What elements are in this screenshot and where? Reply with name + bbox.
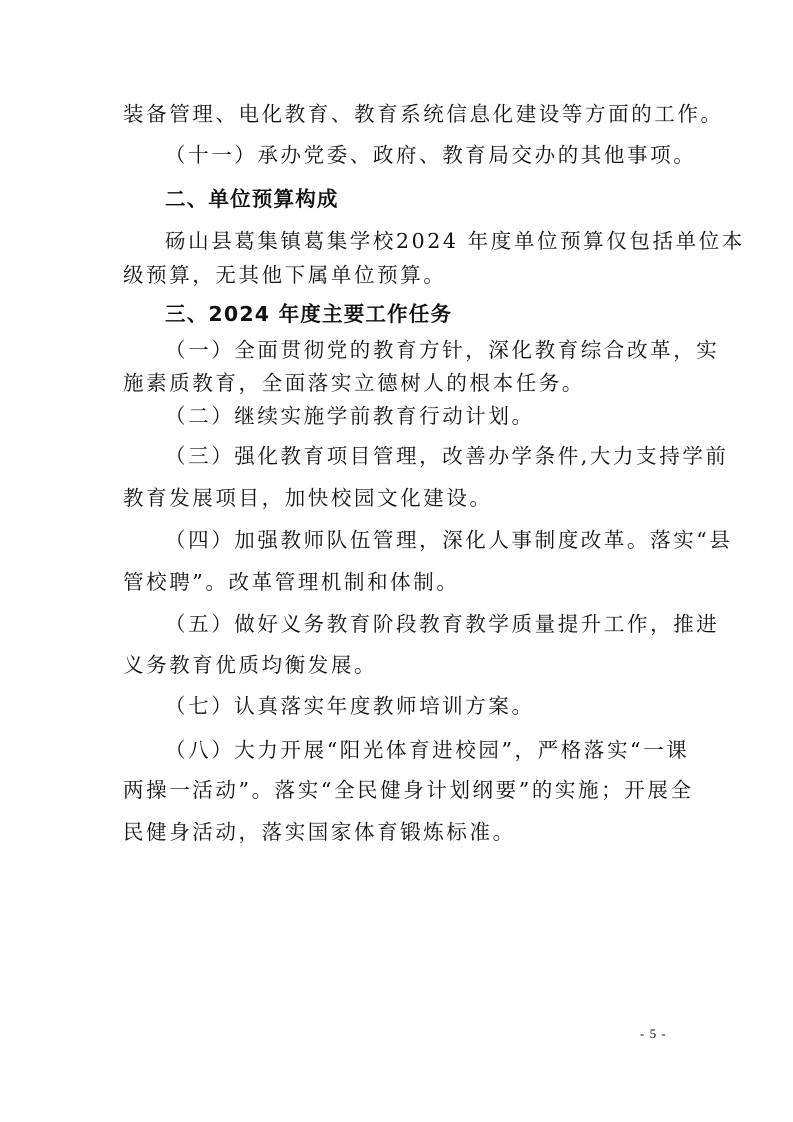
paragraph-line: 级预算，无其他下属单位预算。	[123, 263, 447, 287]
paragraph-line: （十一）承办党委、政府、教育局交办的其他事项。	[165, 143, 697, 167]
section-heading: 三、2024 年度主要工作任务	[165, 302, 453, 326]
paragraph-line: （七）认真落实年度教师培训方案。	[165, 694, 535, 718]
paragraph-line: （四）加强教师队伍管理，深化人事制度改革。落实“县	[165, 528, 733, 552]
paragraph-line: （二）继续实施学前教育行动计划。	[165, 404, 535, 428]
paragraph-line: 民健身活动，落实国家体育锻炼标准。	[123, 820, 516, 844]
paragraph-line: 施素质教育，全面落实立德树人的根本任务。	[123, 371, 585, 395]
paragraph-line: 装备管理、电化教育、教育系统信息化建设等方面的工作。	[123, 102, 724, 126]
paragraph-line: （五）做好义务教育阶段教育教学质量提升工作，推进	[165, 612, 720, 636]
paragraph-line: 管校聘”。改革管理机制和体制。	[123, 570, 460, 594]
paragraph-line: （八）大力开展“阳光体育进校园”，严格落实“一课	[165, 738, 690, 762]
paragraph-line: 义务教育优质均衡发展。	[123, 653, 378, 677]
paragraph-line: （一）全面贯彻党的教育方针，深化教育综合改革，实	[165, 338, 720, 362]
page-number: - 5 -	[640, 1026, 667, 1041]
paragraph-line: 教育发展项目，加快校园文化建设。	[123, 486, 493, 510]
paragraph-line: （三）强化教育项目管理，改善办学条件,大力支持学前	[165, 444, 729, 468]
section-heading: 二、单位预算构成	[165, 187, 339, 211]
paragraph-line: 砀山县葛集镇葛集学校2024 年度单位预算仅包括单位本	[165, 229, 745, 253]
paragraph-line: 两操一活动”。落实“全民健身计划纲要”的实施；开展全	[123, 778, 694, 802]
